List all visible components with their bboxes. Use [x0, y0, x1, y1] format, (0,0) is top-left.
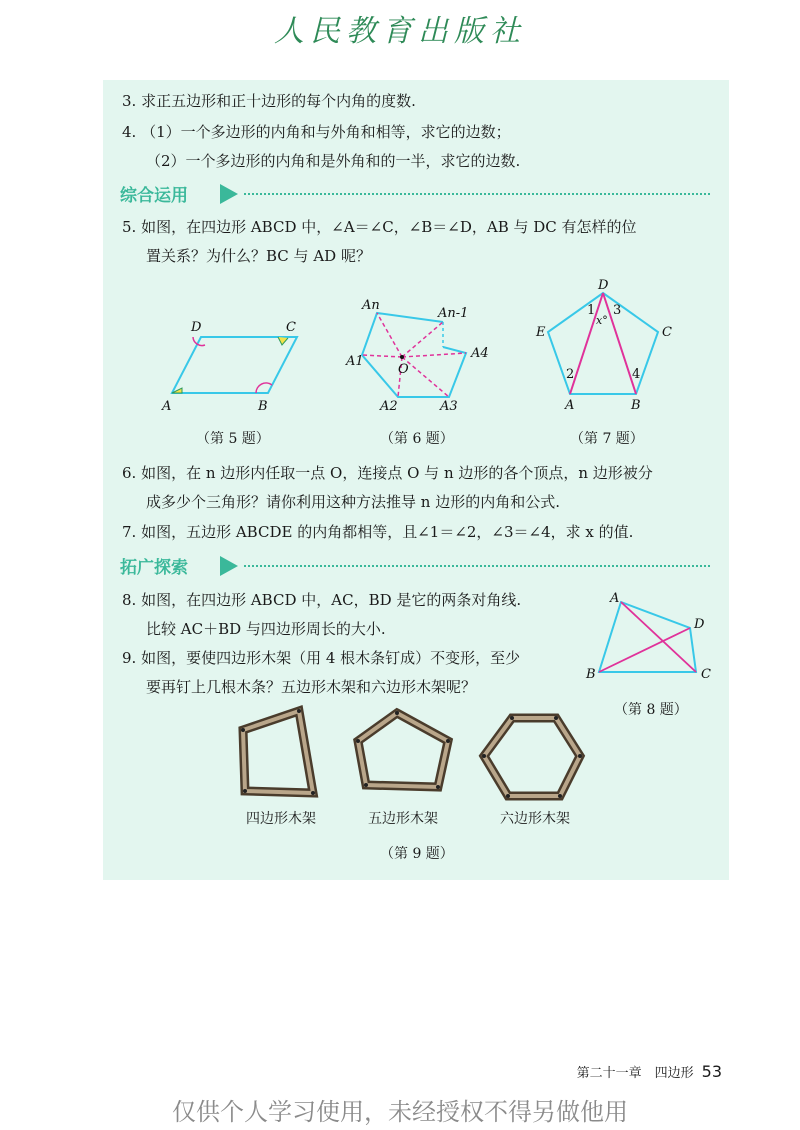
fig7-label-C: C [662, 325, 672, 340]
fig5-label-A: A [162, 399, 172, 414]
dotted-divider [244, 193, 710, 195]
fig7-label-E: E [536, 325, 546, 340]
fig6-label-A4: A4 [471, 346, 489, 361]
section-heading-exploration [120, 553, 710, 579]
problem-6-line-2: 成多少个三角形？请你利用这种方法推导 n 边形的内角和公式. [146, 493, 560, 511]
problem-5-line-2: 置关系？为什么？BC 与 AD 呢？ [146, 247, 371, 265]
problem-9-line-1: 9. 如图，要使四边形木架（用 4 根木条钉成）不变形，至少 [122, 649, 521, 667]
fig7-angle-1: 1 [587, 303, 596, 318]
fig7-angle-2: 2 [566, 367, 575, 382]
figure-8-caption: （第 8 题） [614, 702, 688, 718]
fig7-label-D: D [598, 278, 609, 293]
fig7-label-A: A [565, 398, 575, 413]
watermark-text: 仅供个人学习使用，未经授权不得另做他用 [172, 1098, 628, 1126]
chapter-title: 第二十一章 四边形 [576, 1066, 694, 1081]
section-title: 拓广探索 [120, 558, 188, 578]
fig8-label-D: D [694, 617, 705, 632]
fig6-label-A2: A2 [380, 399, 398, 414]
play-triangle-icon [220, 556, 238, 576]
section-heading-comprehensive [120, 181, 710, 207]
figure-6-polygon [340, 295, 490, 420]
frame-label-hexagon: 六边形木架 [500, 811, 570, 827]
problem-9-line-2: 要再钉上几根木条？五边形木架和六边形木架呢？ [146, 678, 477, 696]
fig7-angle-3: 3 [613, 303, 622, 318]
figure-9-caption: （第 9 题） [380, 846, 454, 862]
figure-5-caption: （第 5 题） [196, 431, 270, 447]
figure-7-caption: （第 7 题） [570, 431, 644, 447]
fig5-label-C: C [286, 320, 296, 335]
dotted-divider [244, 565, 710, 567]
fig6-label-An: An [362, 298, 380, 313]
problem-4-part-1: 4. （1）一个多边形的内角和与外角和相等，求它的边数； [122, 123, 511, 141]
figure-9-quadrilateral-frame [235, 705, 335, 805]
page-footer [577, 1062, 722, 1081]
section-title: 综合运用 [120, 186, 188, 206]
fig8-label-A: A [610, 591, 620, 606]
fig8-label-C: C [701, 667, 711, 682]
problem-6-line-1: 6. 如图，在 n 边形内任取一点 O，连接点 O 与 n 边形的各个顶点，n 边形被分 [122, 464, 653, 482]
fig5-label-B: B [258, 399, 268, 414]
publisher-logo: 人民教育出版社 [274, 14, 526, 49]
fig6-label-A1: A1 [346, 354, 364, 369]
problem-5-line-1: 5. 如图，在四边形 ABCD 中，∠A＝∠C，∠B＝∠D，AB 与 DC 有怎样的位 [122, 218, 637, 236]
fig6-label-O: O [398, 362, 409, 377]
figure-6-caption: （第 6 题） [380, 431, 454, 447]
fig6-label-An-1: An-1 [438, 306, 469, 321]
frame-label-quadrilateral: 四边形木架 [246, 811, 316, 827]
fig7-label-B: B [631, 398, 641, 413]
problem-4-part-2: （2）一个多边形的内角和是外角和的一半，求它的边数. [146, 152, 521, 170]
frame-label-pentagon: 五边形木架 [368, 811, 438, 827]
figure-9-hexagon-frame [478, 710, 598, 810]
fig6-label-A3: A3 [440, 399, 458, 414]
fig7-angle-4: 4 [632, 367, 641, 382]
problem-8-line-1: 8. 如图，在四边形 ABCD 中，AC，BD 是它的两条对角线. [122, 591, 522, 609]
figure-8-quadrilateral [584, 590, 714, 690]
problem-8-line-2: 比较 AC＋BD 与四边形周长的大小. [146, 620, 386, 638]
fig8-label-B: B [586, 667, 596, 682]
page-number: 53 [701, 1062, 722, 1081]
play-triangle-icon [220, 184, 238, 204]
problem-3: 3. 求正五边形和正十边形的每个内角的度数. [122, 92, 416, 110]
fig5-label-D: D [191, 320, 202, 335]
fig7-angle-x: x° [596, 314, 608, 327]
problem-7: 7. 如图，五边形 ABCDE 的内角都相等，且∠1＝∠2，∠3＝∠4，求 x 的值. [122, 523, 634, 541]
figure-7-pentagon [528, 280, 688, 415]
figure-5-parallelogram [160, 315, 310, 415]
figure-9-pentagon-frame [352, 705, 462, 805]
